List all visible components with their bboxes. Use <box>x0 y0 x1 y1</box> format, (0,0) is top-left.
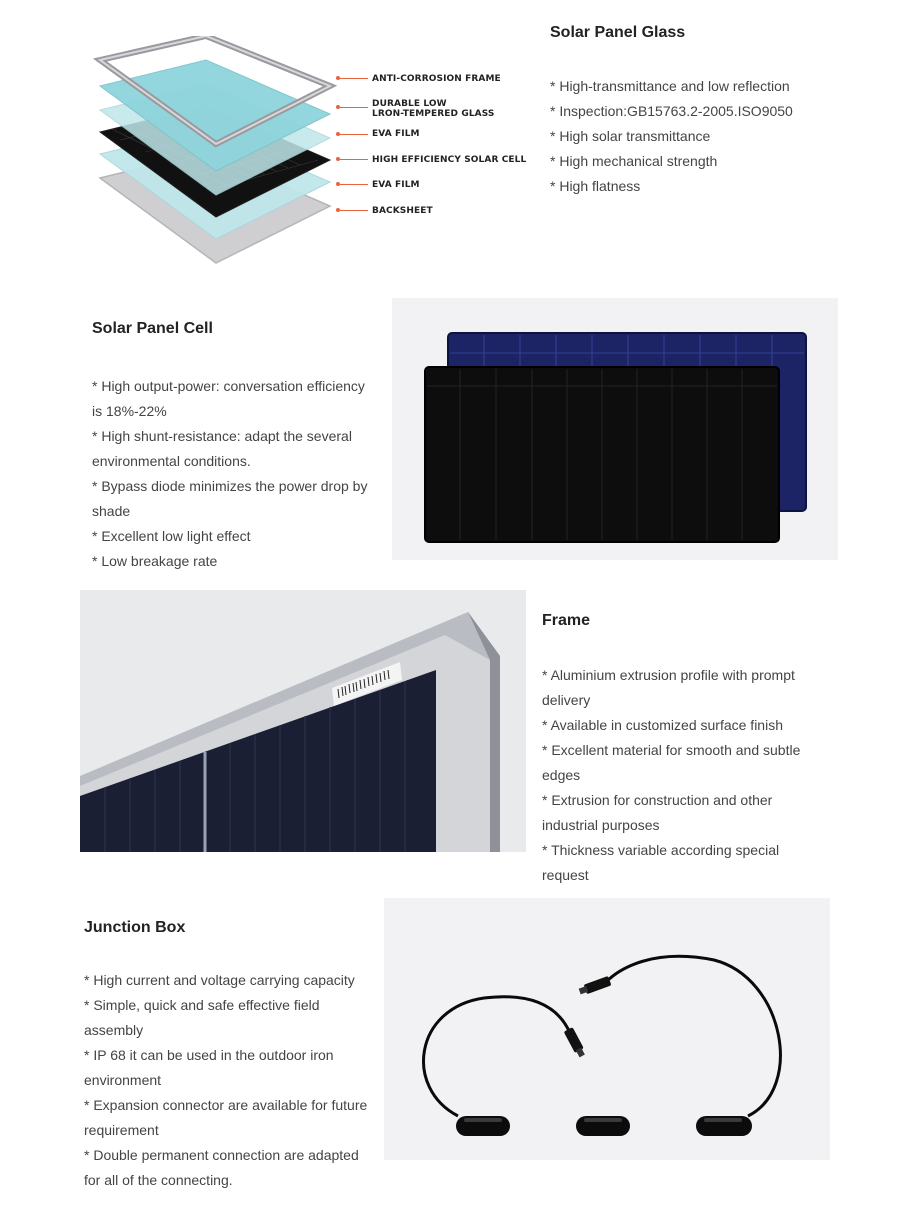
list-item: * High shunt-resistance: adapt the several environmental conditions. <box>92 428 352 469</box>
list-item: * Excellent material for smooth and subtle edges <box>542 742 801 783</box>
cell-section-title: Solar Panel Cell <box>92 320 213 337</box>
label-pointer <box>340 107 368 108</box>
list-item: * High current and voltage carrying capacity <box>84 972 355 988</box>
layer-label-eva-2: EVA FILM <box>372 180 420 190</box>
list-item: * Extrusion for construction and other industrial purposes <box>542 792 773 833</box>
list-item: * Thickness variable according special request <box>542 842 780 883</box>
list-item: * Simple, quick and safe effective field assembly <box>84 997 320 1038</box>
cell-image <box>392 298 838 560</box>
label-pointer <box>340 184 368 185</box>
glass-section-title: Solar Panel Glass <box>550 24 686 41</box>
list-item: * Double permanent connection are adapted for all of the connecting. <box>84 1147 359 1188</box>
list-item: * Available in customized surface finish <box>542 717 783 733</box>
list-item: * Expansion connector are available for future requirement <box>84 1097 368 1138</box>
glass-layers-illustration <box>90 36 340 271</box>
list-item: * Low breakage rate <box>92 553 218 569</box>
frame-section-title: Frame <box>542 612 591 629</box>
list-item: * High flatness <box>550 178 641 194</box>
list-item: * IP 68 it can be used in the outdoor iron environment <box>84 1047 334 1088</box>
frame-feature-list <box>542 663 822 888</box>
junction-box-illustration <box>384 898 830 1160</box>
cell-feature-list <box>92 374 377 574</box>
glass-layers-diagram <box>90 36 340 271</box>
layer-label-frame: ANTI-CORROSION FRAME <box>372 74 501 84</box>
list-item: * High solar transmittance <box>550 128 711 144</box>
layer-label-backsheet: BACKSHEET <box>372 206 433 216</box>
label-pointer <box>340 134 368 135</box>
glass-feature-list <box>550 74 850 199</box>
junction-section-title: Junction Box <box>84 919 186 936</box>
label-pointer-dot <box>336 157 340 161</box>
list-item: * High-transmittance and low reflection <box>550 78 790 94</box>
junction-box-image <box>384 898 830 1160</box>
layer-label-eva-1: EVA FILM <box>372 129 420 139</box>
label-pointer-dot <box>336 208 340 212</box>
list-item: * Bypass diode minimizes the power drop by shade <box>92 478 368 519</box>
label-pointer <box>340 78 368 79</box>
label-pointer <box>340 159 368 160</box>
label-pointer-dot <box>336 105 340 109</box>
frame-illustration <box>80 590 526 852</box>
junction-feature-list <box>84 968 369 1193</box>
list-item: * Aluminium extrusion profile with prompt delivery <box>542 667 795 708</box>
label-pointer-dot <box>336 76 340 80</box>
frame-image <box>80 590 526 852</box>
label-pointer <box>340 210 368 211</box>
list-item: * High mechanical strength <box>550 153 718 169</box>
list-item: * High output-power: conversation efficiency is 18%-22% <box>92 378 365 419</box>
label-pointer-dot <box>336 182 340 186</box>
label-pointer-dot <box>336 132 340 136</box>
solar-cell-illustration <box>392 298 838 560</box>
list-item: * Excellent low light effect <box>92 528 251 544</box>
layer-label-glass-line2: LRON-TEMPERED GLASS <box>372 109 495 119</box>
layer-label-cell: HIGH EFFICIENCY SOLAR CELL <box>372 155 527 165</box>
layer-label-glass-line1: DURABLE LOW <box>372 99 447 109</box>
list-item: * Inspection:GB15763.2-2005.ISO9050 <box>550 103 793 119</box>
